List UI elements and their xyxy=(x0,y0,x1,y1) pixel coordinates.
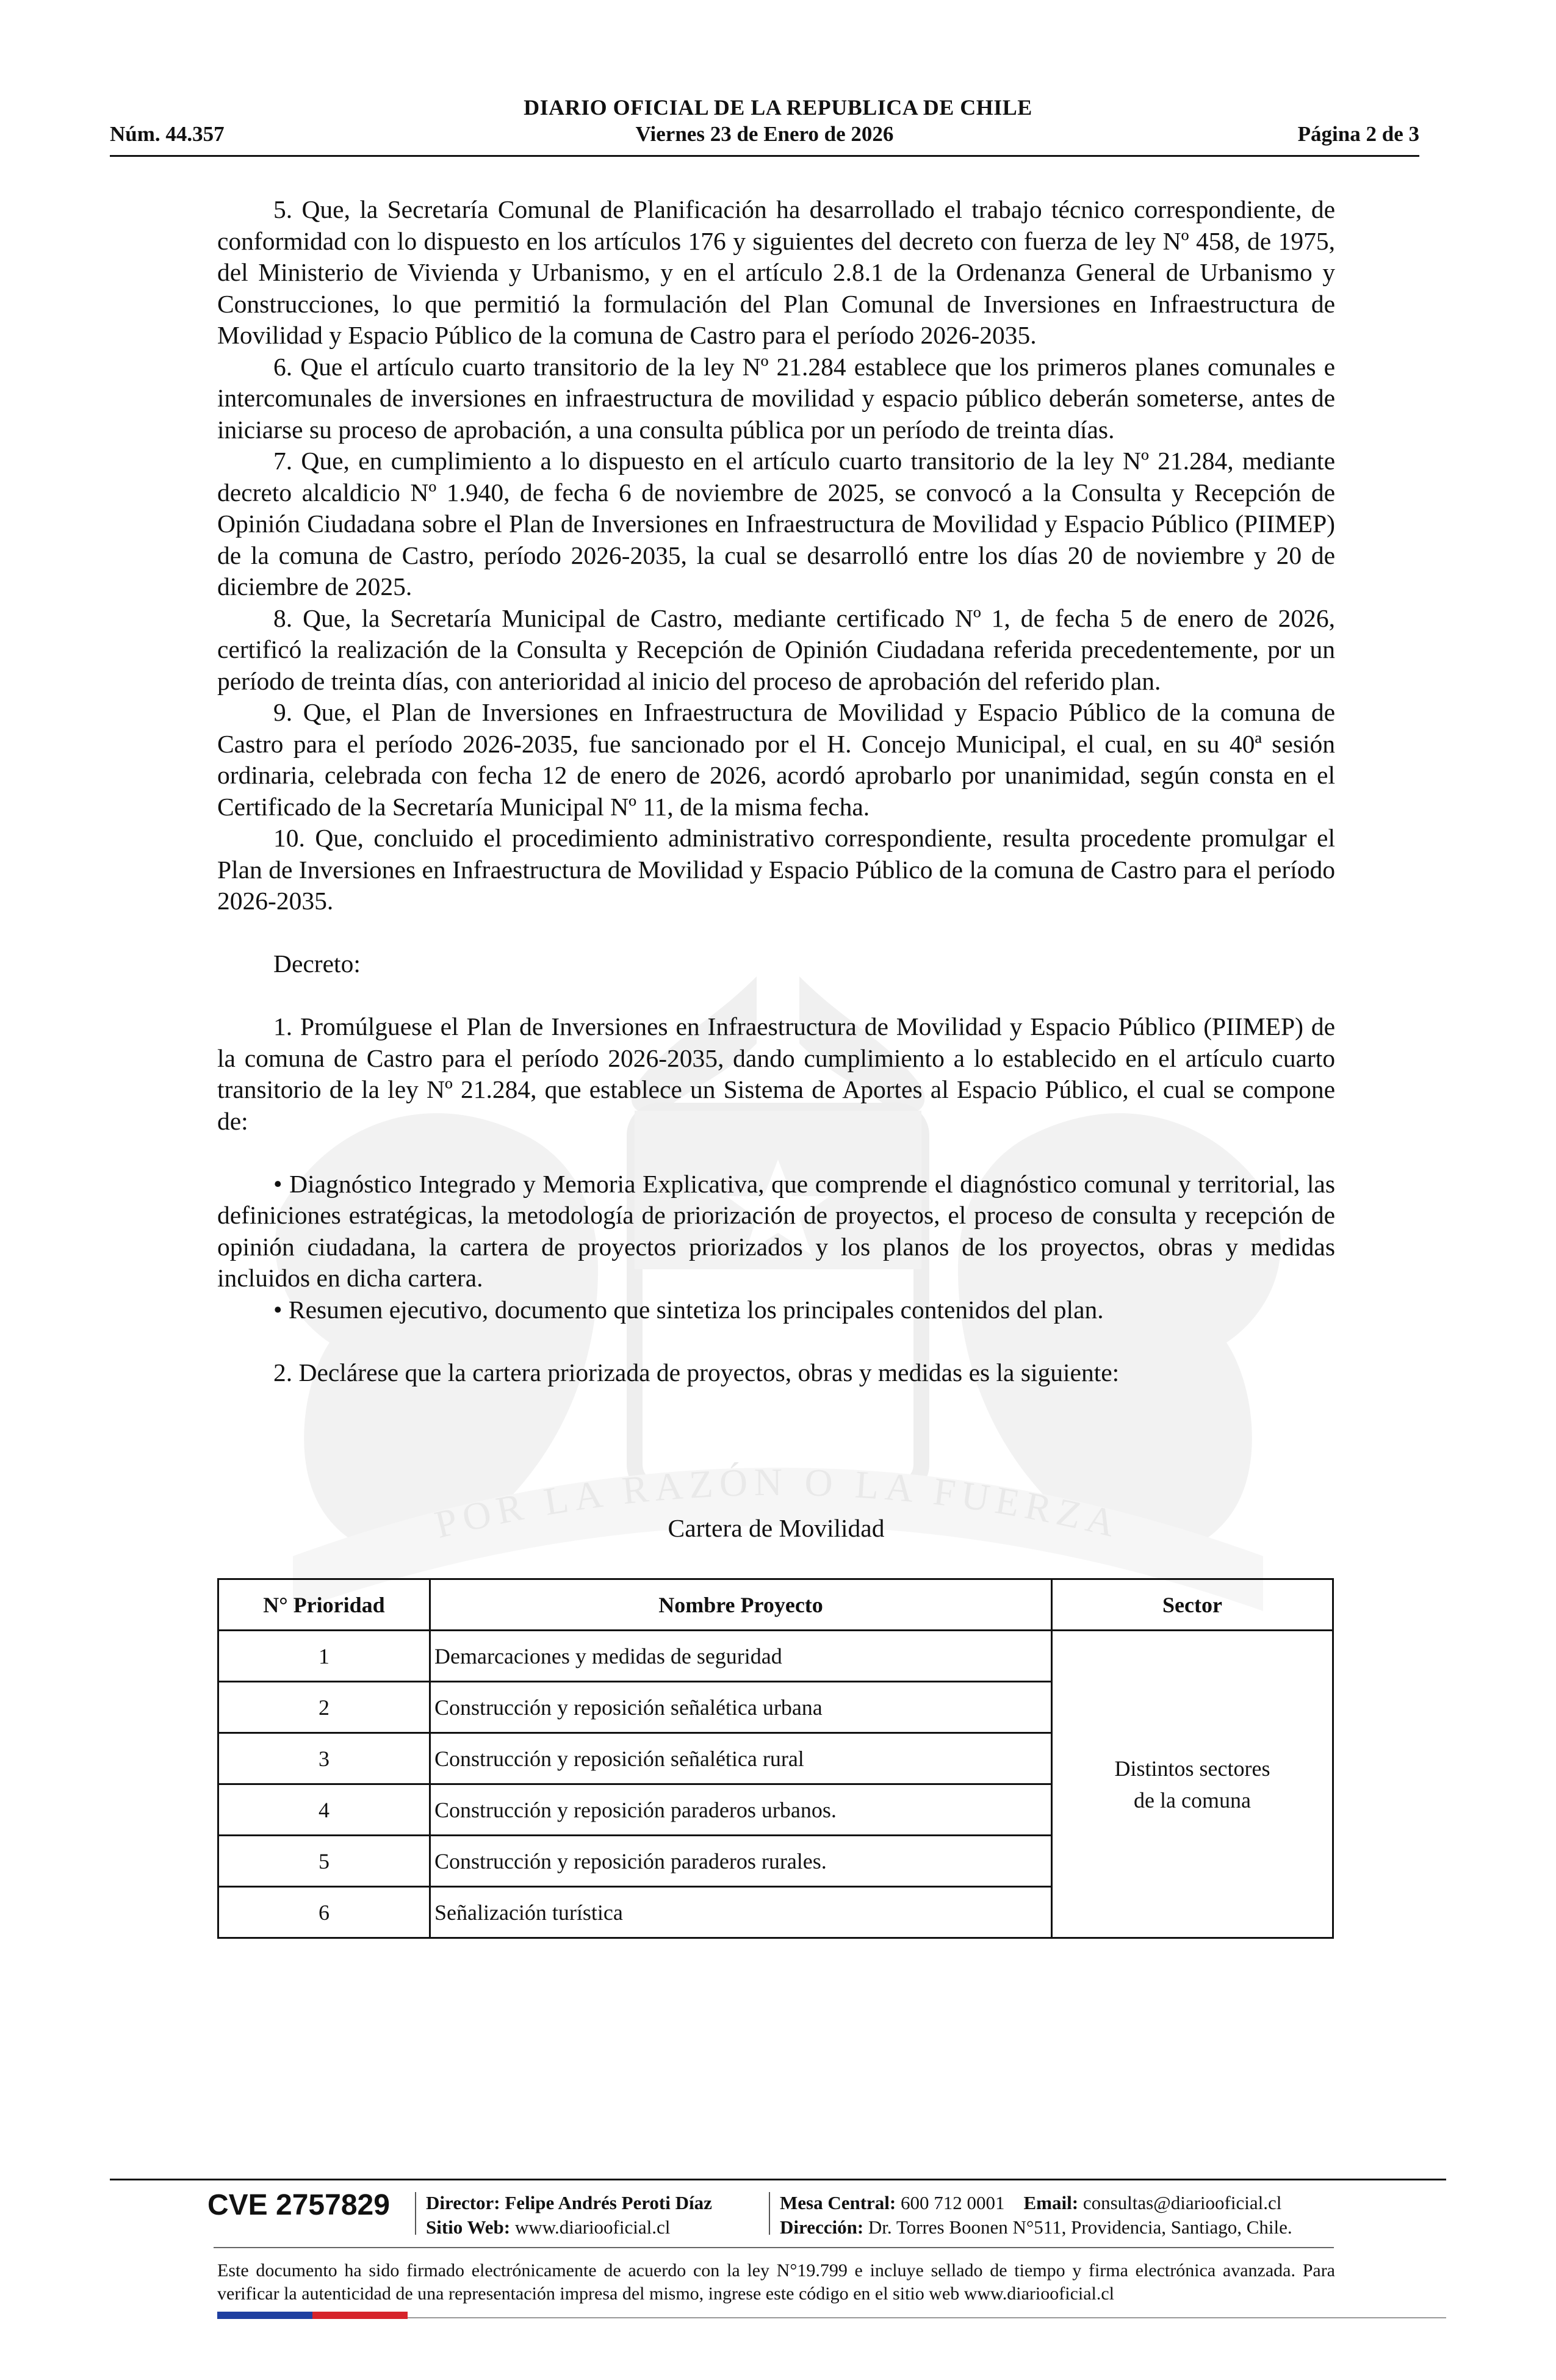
footer-bottom-line xyxy=(408,2317,1446,2318)
footer-divider xyxy=(110,2179,1446,2180)
email-link[interactable]: consultas@diariooficial.cl xyxy=(1082,2192,1282,2213)
page-indicator: Página 2 de 3 xyxy=(1297,122,1419,146)
mesa-label: Mesa Central: xyxy=(780,2192,896,2213)
row-project-name: Construcción y reposición señalética rural xyxy=(430,1733,1052,1784)
flag-blue-segment xyxy=(217,2312,312,2319)
sector-line-2: de la comuna xyxy=(1134,1787,1251,1812)
address-text: Dr. Torres Boonen N°511, Providencia, Santiago, Chile. xyxy=(868,2216,1292,2238)
paragraph-6: 6. Que el artículo cuarto transitorio de la ley Nº 21.284 establece que los primeros planes comunales e intercomunales de inversiones en infraestructura de movilidad y espacio público deberán someterse, antes de iniciarse su proceso de aprobación, a una consulta pública por un período de treinta días. xyxy=(217,352,1335,444)
publication-title: DIARIO OFICIAL DE LA REPUBLICA DE CHILE xyxy=(524,95,1032,120)
sector-line-1: Distintos sectores xyxy=(1114,1756,1270,1781)
paragraph-8: 8. Que, la Secretaría Municipal de Castro, mediante certificado Nº 1, de fecha 5 de enero de 2026, certificó la realización de la Consulta y Recepción de Opinión Ciudadana referida precedentemente, por un período de treinta días, con anterioridad al inicio del proceso de aprobación del referido plan. xyxy=(217,604,1335,695)
paragraph-9: 9. Que, el Plan de Inversiones en Infraestructura de Movilidad y Espacio Público de la comuna de Castro para el período 2026-2035, fue sancionado por el H. Concejo Municipal, el cual, en su 40ª sesión ordinaria, celebrada con fecha 12 de enero de 2026, acordó aprobarlo por unanimidad, según consta en el Certificado de la Secretaría Municipal Nº 11, de la misma fecha. xyxy=(217,698,1335,821)
row-priority: 2 xyxy=(218,1682,430,1733)
paragraph-5: 5. Que, la Secretaría Comunal de Planificación ha desarrollado el trabajo técnico correspondiente, de conformidad con lo dispuesto en los artículos 176 y siguientes del decreto con fuerza de ley Nº 458, de 1975, del Ministerio de Vivienda y Urbanismo, y en el artículo 2.8.1 de la Ordenanza General de Urbanismo y Construcciones, lo que permitió la formulación del Plan Comunal de Inversiones en Infraestructura de Movilidad y Espacio Público de la comuna de Castro para el período 2026-2035. xyxy=(217,195,1335,349)
footer-director-block xyxy=(426,2191,712,2240)
paragraph-7: 7. Que, en cumplimiento a lo dispuesto en el artículo cuarto transitorio de la ley Nº 21.284, mediante decreto alcaldicio Nº 1.940, de fecha 6 de noviembre de 2025, se convocó a la Consulta y Recepción de Opinión Ciudadana sobre el Plan de Inversiones en Infraestructura de Movilidad y Espacio Público (PIIMEP) de la comuna de Castro, período 2026-2035, la cual se desarrolló entre los días 20 de noviembre y 20 de diciembre de 2025. xyxy=(217,447,1335,600)
watermark-motto: POR LA RAZÓN O LA FUERZA xyxy=(430,1460,1126,1546)
row-priority: 3 xyxy=(218,1733,430,1784)
table-row xyxy=(218,1631,1333,1682)
paragraph-10: 10. Que, concluido el procedimiento administrativo correspondiente, resulta procedente promulgar el Plan de Inversiones en Infraestructura de Movilidad y Espacio Público de la comuna de Castro para el período 2026-2035. xyxy=(217,824,1335,915)
row-project-name: Construcción y reposición paraderos urbanos. xyxy=(430,1784,1052,1836)
footer-separator xyxy=(769,2192,770,2235)
row-priority: 5 xyxy=(218,1836,430,1887)
issue-number: Núm. 44.357 xyxy=(110,122,225,146)
flag-stripe xyxy=(217,2312,408,2319)
sector-cell xyxy=(1052,1631,1333,1938)
header-divider xyxy=(110,155,1419,157)
email-label: Email: xyxy=(1023,2192,1079,2213)
decree-article-2: 2. Declárese que la cartera priorizada de proyectos, obras y medidas es la siguiente: xyxy=(273,1358,1120,1387)
issue-date: Viernes 23 de Enero de 2026 xyxy=(635,122,894,146)
website-label: Sitio Web: xyxy=(426,2216,511,2238)
document-body xyxy=(217,194,1335,1388)
director-name: Felipe Andrés Peroti Díaz xyxy=(505,2192,712,2213)
table-header-row xyxy=(218,1579,1333,1631)
decree-heading: Decreto: xyxy=(273,950,361,978)
decree-article-1: 1. Promúlguese el Plan de Inversiones en Infraestructura de Movilidad y Espacio Público (PIIMEP) de la comuna de Castro para el período 2026-2035, dando cumplimiento a lo establecido en el artículo cuarto transitorio de la ley Nº 21.284, que establece un Sistema de Aportes al Espacio Público, el cual se compone de: xyxy=(217,1012,1335,1135)
cve-code: CVE 2757829 xyxy=(207,2189,390,2221)
website-link[interactable]: www.diariooficial.cl xyxy=(514,2216,671,2238)
header-project-name: Nombre Proyecto xyxy=(430,1579,1052,1631)
row-project-name: Construcción y reposición paraderos rurales. xyxy=(430,1836,1052,1887)
signature-note: Este documento ha sido firmado electrónicamente de acuerdo con la ley N°19.799 e incluye sellado de tiempo y firma electrónica avanzada. Para verificar la autenticidad de una representación impresa del mismo, ingrese este código en el sitio web www.diariooficial.cl xyxy=(217,2260,1335,2304)
row-project-name: Señalización turística xyxy=(430,1887,1052,1938)
header-row xyxy=(110,122,1419,151)
footer-contact-block xyxy=(780,2191,1292,2240)
director-label: Director: xyxy=(426,2192,500,2213)
projects-table xyxy=(217,1578,1334,1939)
row-priority: 4 xyxy=(218,1784,430,1836)
header-priority: N° Prioridad xyxy=(218,1579,430,1631)
row-priority: 1 xyxy=(218,1631,430,1682)
row-priority: 6 xyxy=(218,1887,430,1938)
address-label: Dirección: xyxy=(780,2216,864,2238)
bullet-diagnostico: • Diagnóstico Integrado y Memoria Explicativa, que comprende el diagnóstico comunal y territorial, las definiciones estratégicas, la metodología de priorización de proyectos, el proceso de consulta y recepción de opinión ciudadana, la cartera de proyectos priorizados y los planos de los proyectos, obras y medidas incluidos en dicha cartera. xyxy=(217,1169,1335,1292)
header-sector: Sector xyxy=(1052,1579,1333,1631)
bullet-resumen: • Resumen ejecutivo, documento que sintetiza los principales contenidos del plan. xyxy=(273,1295,1104,1324)
flag-red-segment xyxy=(312,2312,408,2319)
footer-divider-thin xyxy=(214,2247,1334,2248)
mesa-phone: 600 712 0001 xyxy=(901,2192,1005,2213)
footer-separator xyxy=(415,2192,416,2235)
table-caption: Cartera de Movilidad xyxy=(668,1514,885,1542)
row-project-name: Demarcaciones y medidas de seguridad xyxy=(430,1631,1052,1682)
row-project-name: Construcción y reposición señalética urbana xyxy=(430,1682,1052,1733)
